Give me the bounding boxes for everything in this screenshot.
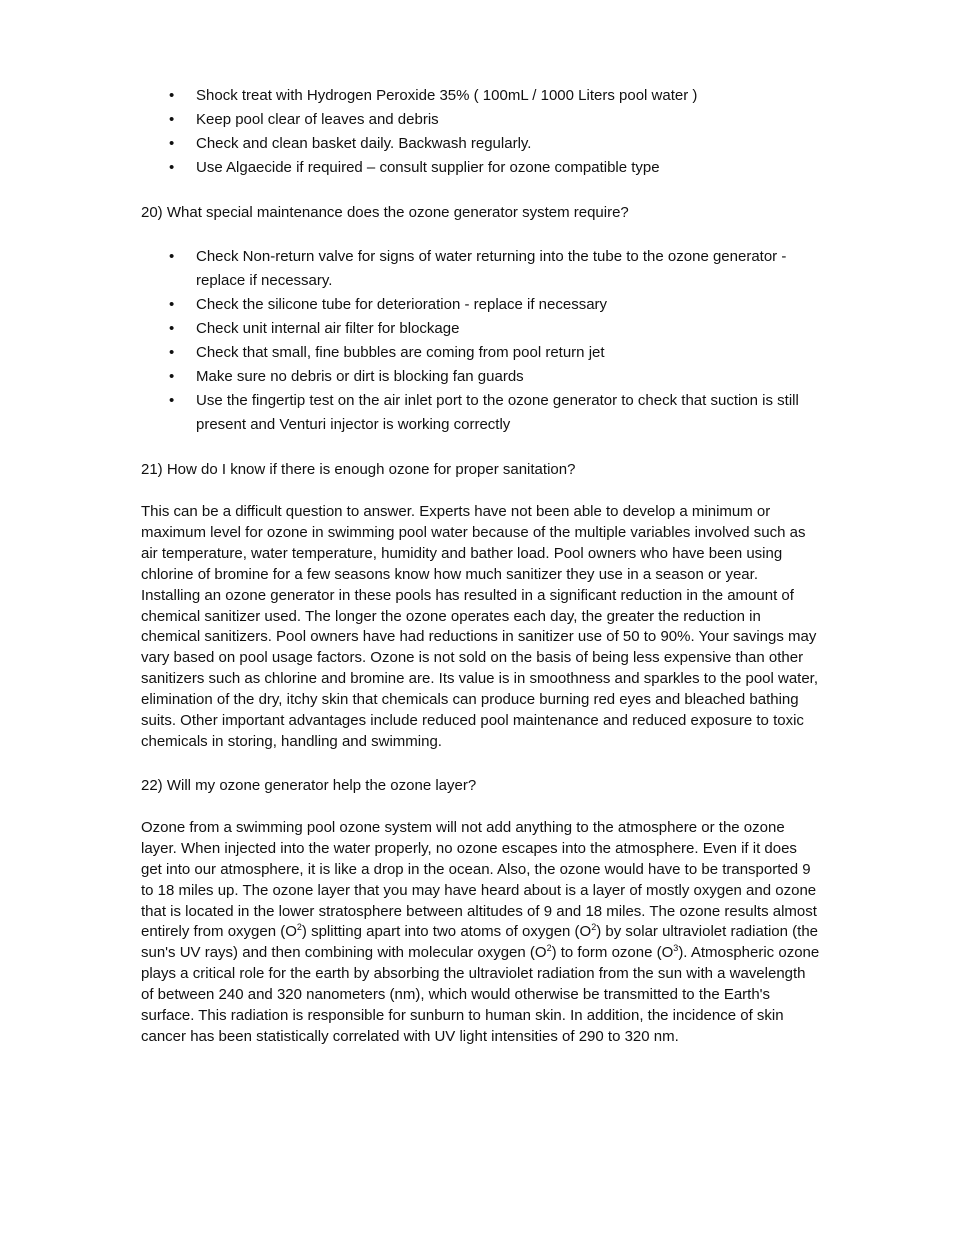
bullet-icon: • bbox=[169, 392, 175, 409]
list-item: • Make sure no debris or dirt is blocking fan guards bbox=[141, 365, 821, 389]
list-item: • Use Algaecide if required – consult supplier for ozone compatible type bbox=[141, 156, 821, 180]
bullet-icon: • bbox=[169, 320, 175, 337]
maintenance-list bbox=[141, 245, 821, 437]
bullet-icon: • bbox=[169, 135, 175, 152]
bullet-icon: • bbox=[169, 87, 175, 104]
question-22: 22) Will my ozone generator help the ozone layer? bbox=[141, 776, 477, 794]
superscript: 3 bbox=[673, 943, 679, 954]
list-item: • Check that small, fine bubbles are coming from pool return jet bbox=[141, 341, 821, 365]
superscript: 2 bbox=[591, 922, 597, 933]
bullet-icon: • bbox=[169, 159, 175, 176]
list-item: • Check the silicone tube for deterioration - replace if necessary bbox=[141, 293, 821, 317]
list-item: • Check unit internal air filter for blockage bbox=[141, 317, 821, 341]
answer-22: Ozone from a swimming pool ozone system will not add anything to the atmosphere or the ozone layer. When injected into the water properly, no ozone escapes into the atmosphere. Even if it does get into our atmosphere, it is like a drop in the ocean. Also, the ozone would have to be transported 9 to 18 miles up. The ozone layer that you may have heard about is a layer of mostly oxygen and ozone that is located in the lower stratosphere between altitudes of 9 and 18 miles. The ozone results almost entirely from oxygen $(O^2)$ splitting apart into two atoms of oxygen $(O^2)$ by solar ultraviolet radiation (the sun's UV rays) and then combining with molecular oxygen $(O^2)$ to form ozone $(O^3)$. Atmospheric ozone plays a critical role for the earth by absorbing the ultraviolet radiation from the sun with a wavelength of between 240 and 320 nanometers (nm), which would otherwise be transmitted to the Earth's surface. This radiation is responsible for sunburn to human skin. In addition, the incidence of skin cancer has been statistically correlated with UV light intensities of 290 to 320 nm. bbox=[141, 818, 820, 1045]
list-item: • Use the fingertip test on the air inlet port to the ozone generator to check that suction is still present and Venturi injector is working correctly bbox=[141, 389, 821, 437]
superscript: 2 bbox=[546, 943, 552, 954]
pool-care-list bbox=[141, 84, 821, 180]
bullet-icon: • bbox=[169, 296, 175, 313]
bullet-icon: • bbox=[169, 111, 175, 128]
superscript: 2 bbox=[296, 922, 302, 933]
list-item: • Keep pool clear of leaves and debris bbox=[141, 108, 821, 132]
bullet-icon: • bbox=[169, 368, 175, 385]
document-page bbox=[141, 84, 821, 1048]
bullet-icon: • bbox=[169, 344, 175, 361]
list-item: • Check and clean basket daily. Backwash regularly. bbox=[141, 132, 821, 156]
list-item: • Check Non-return valve for signs of water returning into the tube to the ozone generator - replace if necessary. bbox=[141, 245, 821, 293]
question-21: 21) How do I know if there is enough ozone for proper sanitation? bbox=[141, 461, 576, 478]
bullet-icon: • bbox=[169, 248, 175, 265]
answer-21: This can be a difficult question to answer. Experts have not been able to develop a minimum or maximum level for ozone in swimming pool water because of the multiple variables involved such as air temperature, water temperature, humidity and bather load. Pool owners who have been using chlorine of bromine for a few seasons know how much sanitizer they use in a season or year. Installing an ozone generator in these pools has resulted in a significant reduction in the amount of chemical sanitizer used. The longer the ozone operates each day, the greater the reduction in chemical sanitizers. Pool owners have had reductions in sanitizer use of 50 to 90%. Your savings may vary based on pool usage factors. Ozone is not sold on the basis of being less expensive than other sanitizers such as chlorine and bromine are. Its value is in smoothness and sparkles to the pool water, elimination of the dry, itchy skin that chemicals can produce burning red eyes and bleached bathing suits. Other important advantages include reduced pool maintenance and reduced exposure to toxic chemicals in storing, handling and swimming. bbox=[141, 503, 819, 750]
question-20: 20) What special maintenance does the ozone generator system require? bbox=[141, 204, 629, 221]
list-item: • Shock treat with Hydrogen Peroxide 35% ( 100mL / 1000 Liters pool water ) bbox=[141, 84, 821, 108]
